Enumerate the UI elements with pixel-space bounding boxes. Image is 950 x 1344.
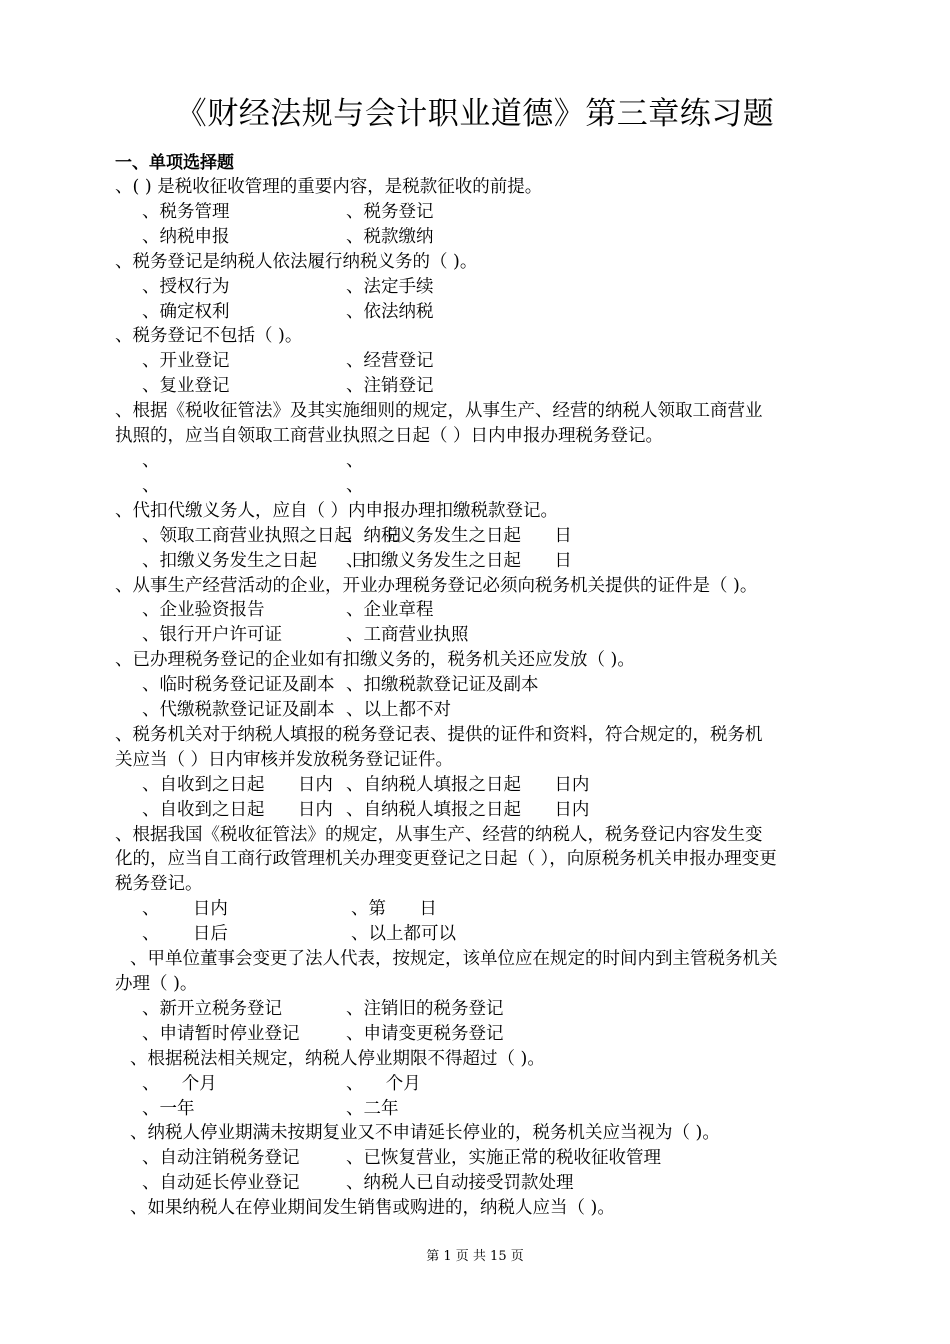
- answer-option: 、申请变更税务登记: [346, 1023, 504, 1044]
- question-list: [0, 175, 950, 1221]
- question-stem: 、已办理税务登记的企业如有扣缴义务的，税务机关还应发放（ )。: [115, 650, 635, 671]
- option-row: [0, 623, 950, 648]
- option-row: [0, 598, 950, 623]
- answer-option: 、临时税务登记证及副本: [142, 675, 335, 696]
- answer-option: 、 日内: [142, 899, 228, 920]
- option-row: [0, 1146, 950, 1171]
- question-stem: 、根据《税收征管法》及其实施细则的规定，从事生产、经营的纳税人领取工商营业: [115, 401, 763, 422]
- option-row: [0, 474, 950, 499]
- answer-option: 、领取工商营业执照之日起 日: [142, 525, 403, 546]
- answer-option: 、已恢复营业，实施正常的税收征收管理: [346, 1148, 661, 1169]
- answer-option: 、税务管理: [142, 201, 230, 222]
- answer-option: 、法定手续: [346, 276, 434, 297]
- answer-option: 、自动延长停业登记: [142, 1173, 300, 1194]
- question-stem: 、税务登记不包括（ )。: [115, 326, 303, 347]
- answer-option: 、自纳税人填报之日起 日内: [346, 799, 590, 820]
- question-stem: 、从事生产经营活动的企业，开业办理税务登记必须向税务机关提供的证件是（ )。: [115, 575, 758, 596]
- answer-option: 、扣缴义务发生之日起 日: [142, 550, 368, 571]
- option-row: [0, 524, 950, 549]
- option-row: [0, 698, 950, 723]
- answer-option: 、: [142, 475, 160, 496]
- answer-option: 、扣缴税款登记证及副本: [346, 675, 539, 696]
- question-stem-continuation: 税务登记。: [115, 874, 203, 895]
- answer-option: 、: [346, 475, 364, 496]
- question-stem: 、根据税法相关规定，纳税人停业期限不得超过（ )。: [130, 1048, 545, 1069]
- answer-option: 、: [142, 450, 160, 471]
- option-row: [0, 798, 950, 823]
- answer-option: 、税款缴纳: [346, 226, 434, 247]
- question-stem: 、如果纳税人在停业期间发生销售或购进的，纳税人应当（ )。: [130, 1198, 615, 1219]
- answer-option: 、第 日: [351, 899, 437, 920]
- option-row: [0, 300, 950, 325]
- answer-option: 、授权行为: [142, 276, 230, 297]
- answer-option: 、确定权利: [142, 301, 230, 322]
- option-row: [0, 449, 950, 474]
- answer-option: 、企业验资报告: [142, 600, 265, 621]
- option-row: [0, 897, 950, 922]
- question-stem: 、税务登记是纳税人依法履行纳税义务的（ )。: [115, 251, 478, 272]
- option-row: [0, 1022, 950, 1047]
- section-heading: 一、单项选择题: [115, 153, 234, 173]
- answer-option: 、纳税义务发生之日起 日: [346, 525, 572, 546]
- answer-option: 、: [346, 450, 364, 471]
- answer-option: 、企业章程: [346, 600, 434, 621]
- answer-option: 、自动注销税务登记: [142, 1148, 300, 1169]
- option-row: [0, 673, 950, 698]
- answer-option: 、 个月: [142, 1073, 217, 1094]
- answer-option: 、以上都不对: [346, 700, 451, 721]
- answer-option: 、经营登记: [346, 351, 434, 372]
- option-row: [0, 773, 950, 798]
- question-stem: 、甲单位董事会变更了法人代表，按规定，该单位应在规定的时间内到主管税务机关: [130, 949, 778, 970]
- answer-option: 、纳税人已自动接受罚款处理: [346, 1173, 574, 1194]
- answer-option: 、复业登记: [142, 376, 230, 397]
- option-row: [0, 1097, 950, 1122]
- answer-option: 、自纳税人填报之日起 日内: [346, 774, 590, 795]
- answer-option: 、纳税申报: [142, 226, 230, 247]
- option-row: [0, 997, 950, 1022]
- option-row: [0, 200, 950, 225]
- answer-option: 、注销旧的税务登记: [346, 998, 504, 1019]
- answer-option: 、扣缴义务发生之日起 日: [346, 550, 572, 571]
- option-row: [0, 922, 950, 947]
- answer-option: 、以上都可以: [351, 924, 456, 945]
- question-stem: 、( ) 是税收征收管理的重要内容，是税款征收的前提。: [115, 177, 543, 197]
- answer-option: 、自收到之日起 日内: [142, 799, 333, 820]
- answer-option: 、依法纳税: [346, 301, 434, 322]
- option-row: [0, 1171, 950, 1196]
- option-row: [0, 1072, 950, 1097]
- answer-option: 、开业登记: [142, 351, 230, 372]
- question-stem-continuation: 执照的，应当自领取工商营业执照之日起（ ）日内申报办理税务登记。: [115, 426, 664, 447]
- question-stem: 、税务机关对于纳税人填报的税务登记表、提供的证件和资料，符合规定的，税务机: [115, 724, 763, 745]
- answer-option: 、 个月: [346, 1073, 421, 1094]
- question-stem-continuation: 办理（ )。: [115, 974, 198, 994]
- answer-option: 、注销登记: [346, 376, 434, 397]
- option-row: [0, 275, 950, 300]
- option-row: [0, 374, 950, 399]
- answer-option: 、 日后: [142, 924, 228, 945]
- answer-option: 、二年: [346, 1098, 399, 1119]
- answer-option: 、工商营业执照: [346, 625, 469, 646]
- question-stem: 、根据我国《税收征管法》的规定，从事生产、经营的纳税人，税务登记内容发生变: [115, 824, 763, 845]
- option-row: [0, 549, 950, 574]
- question-stem: 、代扣代缴义务人，应自（ ）内申报办理扣缴税款登记。: [115, 500, 559, 521]
- question-stem: 、纳税人停业期满未按期复业又不申请延长停业的，税务机关应当视为（ )。: [130, 1123, 720, 1144]
- page-footer: 第 1 页 共 15 页: [426, 1249, 524, 1264]
- answer-option: 、银行开户许可证: [142, 625, 282, 646]
- option-row: [0, 225, 950, 250]
- answer-option: 、自收到之日起 日内: [142, 774, 333, 795]
- option-row: [0, 349, 950, 374]
- question-stem-continuation: 化的，应当自工商行政管理机关办理变更登记之日起（ ），向原税务机关申报办理变更: [115, 849, 777, 870]
- question-stem-continuation: 关应当（ ）日内审核并发放税务登记证件。: [115, 749, 454, 770]
- answer-option: 、申请暂时停业登记: [142, 1023, 300, 1044]
- answer-option: 、一年: [142, 1098, 195, 1119]
- answer-option: 、新开立税务登记: [142, 998, 282, 1019]
- answer-option: 、代缴税款登记证及副本: [142, 700, 335, 721]
- document-title: 《财经法规与会计职业道德》第三章练习题: [175, 96, 775, 132]
- answer-option: 、税务登记: [346, 201, 434, 222]
